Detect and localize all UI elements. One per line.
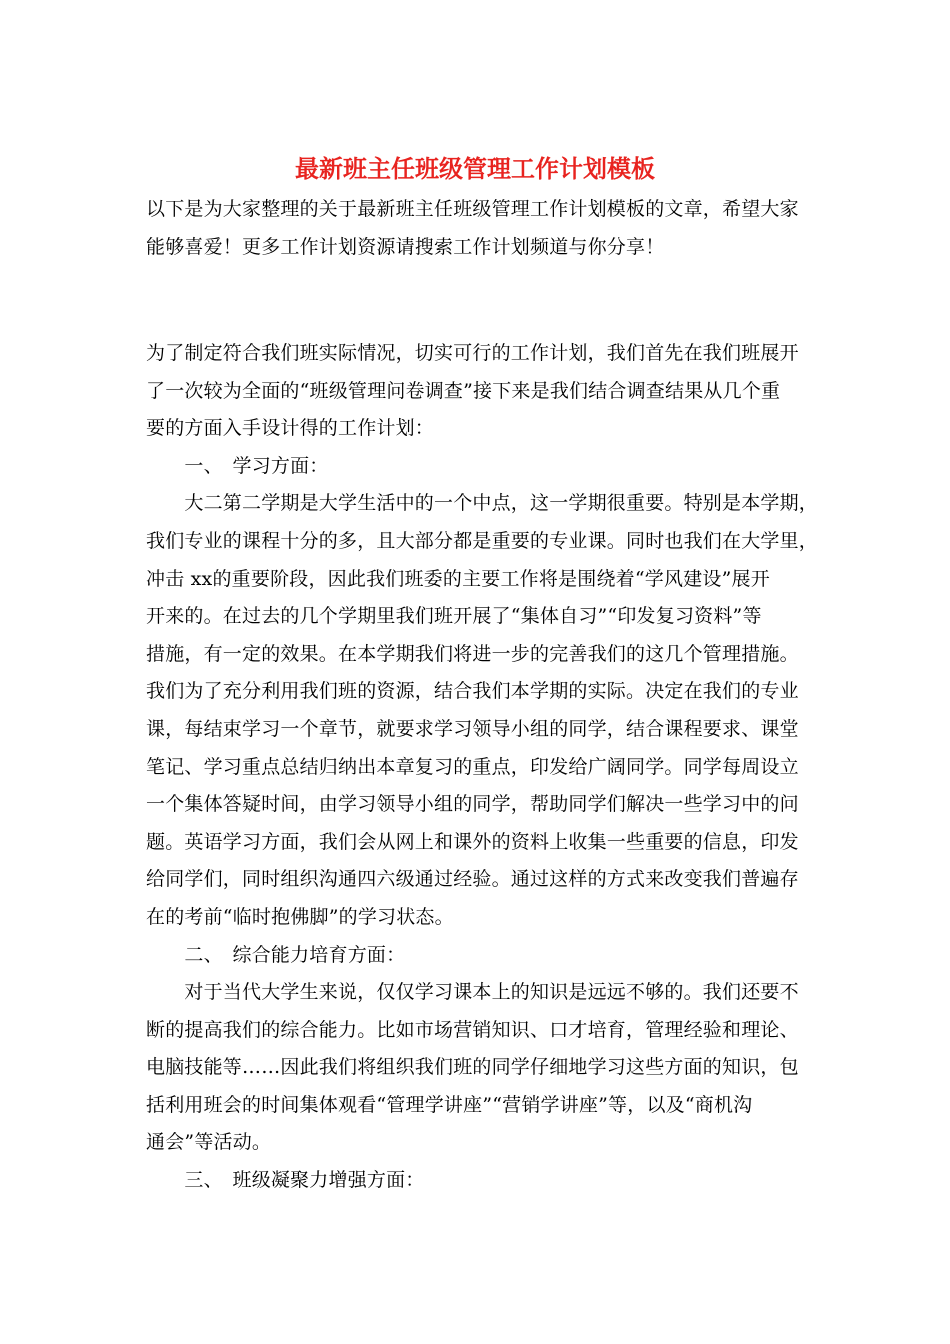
section-heading-3: 三、 班级凝聚力增强方面： xyxy=(146,1169,425,1192)
intro-line: 以下是为大家整理的关于最新班主任班级管理工作计划模板的文章，希望大家 xyxy=(146,198,799,220)
body-line: 我们为了充分利用我们班的资源，结合我们本学期的实际。决定在我们的专业 xyxy=(146,680,799,703)
body-line: 开来的。在过去的几个学期里我们班开展了“集体自习”“印发复习资料”等 xyxy=(146,605,762,628)
section-heading-2: 二、 综合能力培育方面： xyxy=(146,943,406,966)
section-heading-1: 一、 学习方面： xyxy=(146,454,329,477)
body-line: 课，每结束学习一个章节，就要求学习领导小组的同学，结合课程要求、课堂 xyxy=(146,717,799,740)
body-line: 笔记、学习重点总结归纳出本章复习的重点，印发给广阔同学。同学每周设立 xyxy=(146,755,799,778)
body-line: 给同学们，同时组织沟通四六级通过经验。通过这样的方式来改变我们普遍存 xyxy=(146,868,799,891)
document-title: 最新班主任班级管理工作计划模板 xyxy=(295,154,655,183)
body-line: 通会”等活动。 xyxy=(146,1131,272,1154)
body-line: 一个集体答疑时间，由学习领导小组的同学，帮助同学们解决一些学习中的问 xyxy=(146,793,799,816)
body-line: 大二第二学期是大学生活中的一个中点，这一学期很重要。特别是本学期， xyxy=(146,492,819,515)
intro-line: 能够喜爱！更多工作计划资源请搜索工作计划频道与你分享！ xyxy=(146,236,665,258)
body-line: 对于当代大学生来说，仅仅学习课本上的知识是远远不够的。我们还要不 xyxy=(146,981,799,1004)
body-line: 要的方面入手设计得的工作计划： xyxy=(146,417,435,440)
body-line: 了一次较为全面的“班级管理问卷调查”接下来是我们结合调查结果从几个重 xyxy=(146,379,781,402)
body-line: 措施，有一定的效果。在本学期我们将进一步的完善我们的这几个管理措施。 xyxy=(146,642,799,665)
body-line: 冲击 xx的重要阶段，因此我们班委的主要工作将是围绕着“学风建设”展开 xyxy=(146,567,770,590)
body-line: 括利用班会的时间集体观看“管理学讲座”“营销学讲座”等，以及“商机沟 xyxy=(146,1093,753,1116)
body-line: 断的提高我们的综合能力。比如市场营销知识、口才培育，管理经验和理论、 xyxy=(146,1018,799,1041)
body-text xyxy=(146,335,846,1200)
body-line: 电脑技能等……因此我们将组织我们班的同学仔细地学习这些方面的知识，包 xyxy=(146,1056,799,1079)
body-line: 我们专业的课程十分的多，且大部分都是重要的专业课。同时也我们在大学里， xyxy=(146,529,819,552)
body-line: 在的考前“临时抱佛脚”的学习状态。 xyxy=(146,905,454,928)
body-line: 为了制定符合我们班实际情况，切实可行的工作计划，我们首先在我们班展开 xyxy=(146,342,799,364)
body-line: 题。英语学习方面，我们会从网上和课外的资料上收集一些重要的信息，印发 xyxy=(146,830,799,853)
intro-paragraph xyxy=(146,190,846,266)
